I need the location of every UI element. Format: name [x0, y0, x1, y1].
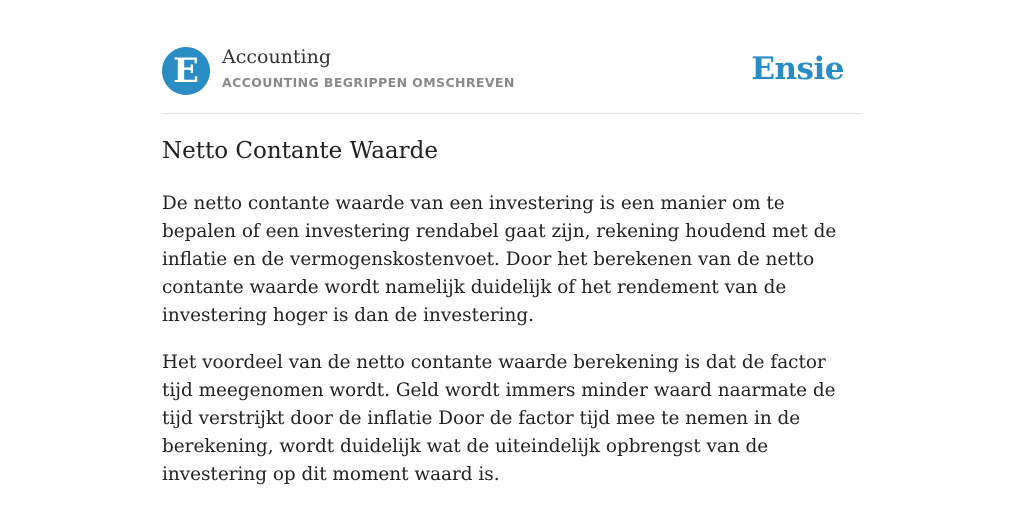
article-paragraph: De netto contante waarde van een investering is een manier om te bepalen of een investering rendabel gaat zijn, rekening houdend met de inflatie en de vermogenskostenvoet. Door het berekenen van de netto contante waarde wordt namelijk duidelijk of het rendement van de investering hoger is dan de investering.: [162, 193, 837, 326]
site-logo[interactable]: E: [162, 47, 210, 95]
site-header: [162, 0, 862, 114]
article-paragraph: Het voordeel van de netto contante waarde berekening is dat de factor tijd meegenomen wordt. Geld wordt immers minder waard naarmate de tijd verstrijkt door de inflatie Door de factor tijd mee te nemen in de berekening, wordt duidelijk wat de uiteindelijk opbrengst van de investering op dit moment waard is.: [162, 352, 836, 485]
site-title[interactable]: Accounting: [222, 46, 332, 68]
page: [162, 0, 862, 485]
article-body: [162, 190, 862, 508]
article-title: Netto Contante Waarde: [162, 138, 438, 164]
site-subtitle: ACCOUNTING BEGRIPPEN OMSCHREVEN: [222, 75, 515, 90]
brand-logo[interactable]: Ensie: [751, 51, 844, 87]
